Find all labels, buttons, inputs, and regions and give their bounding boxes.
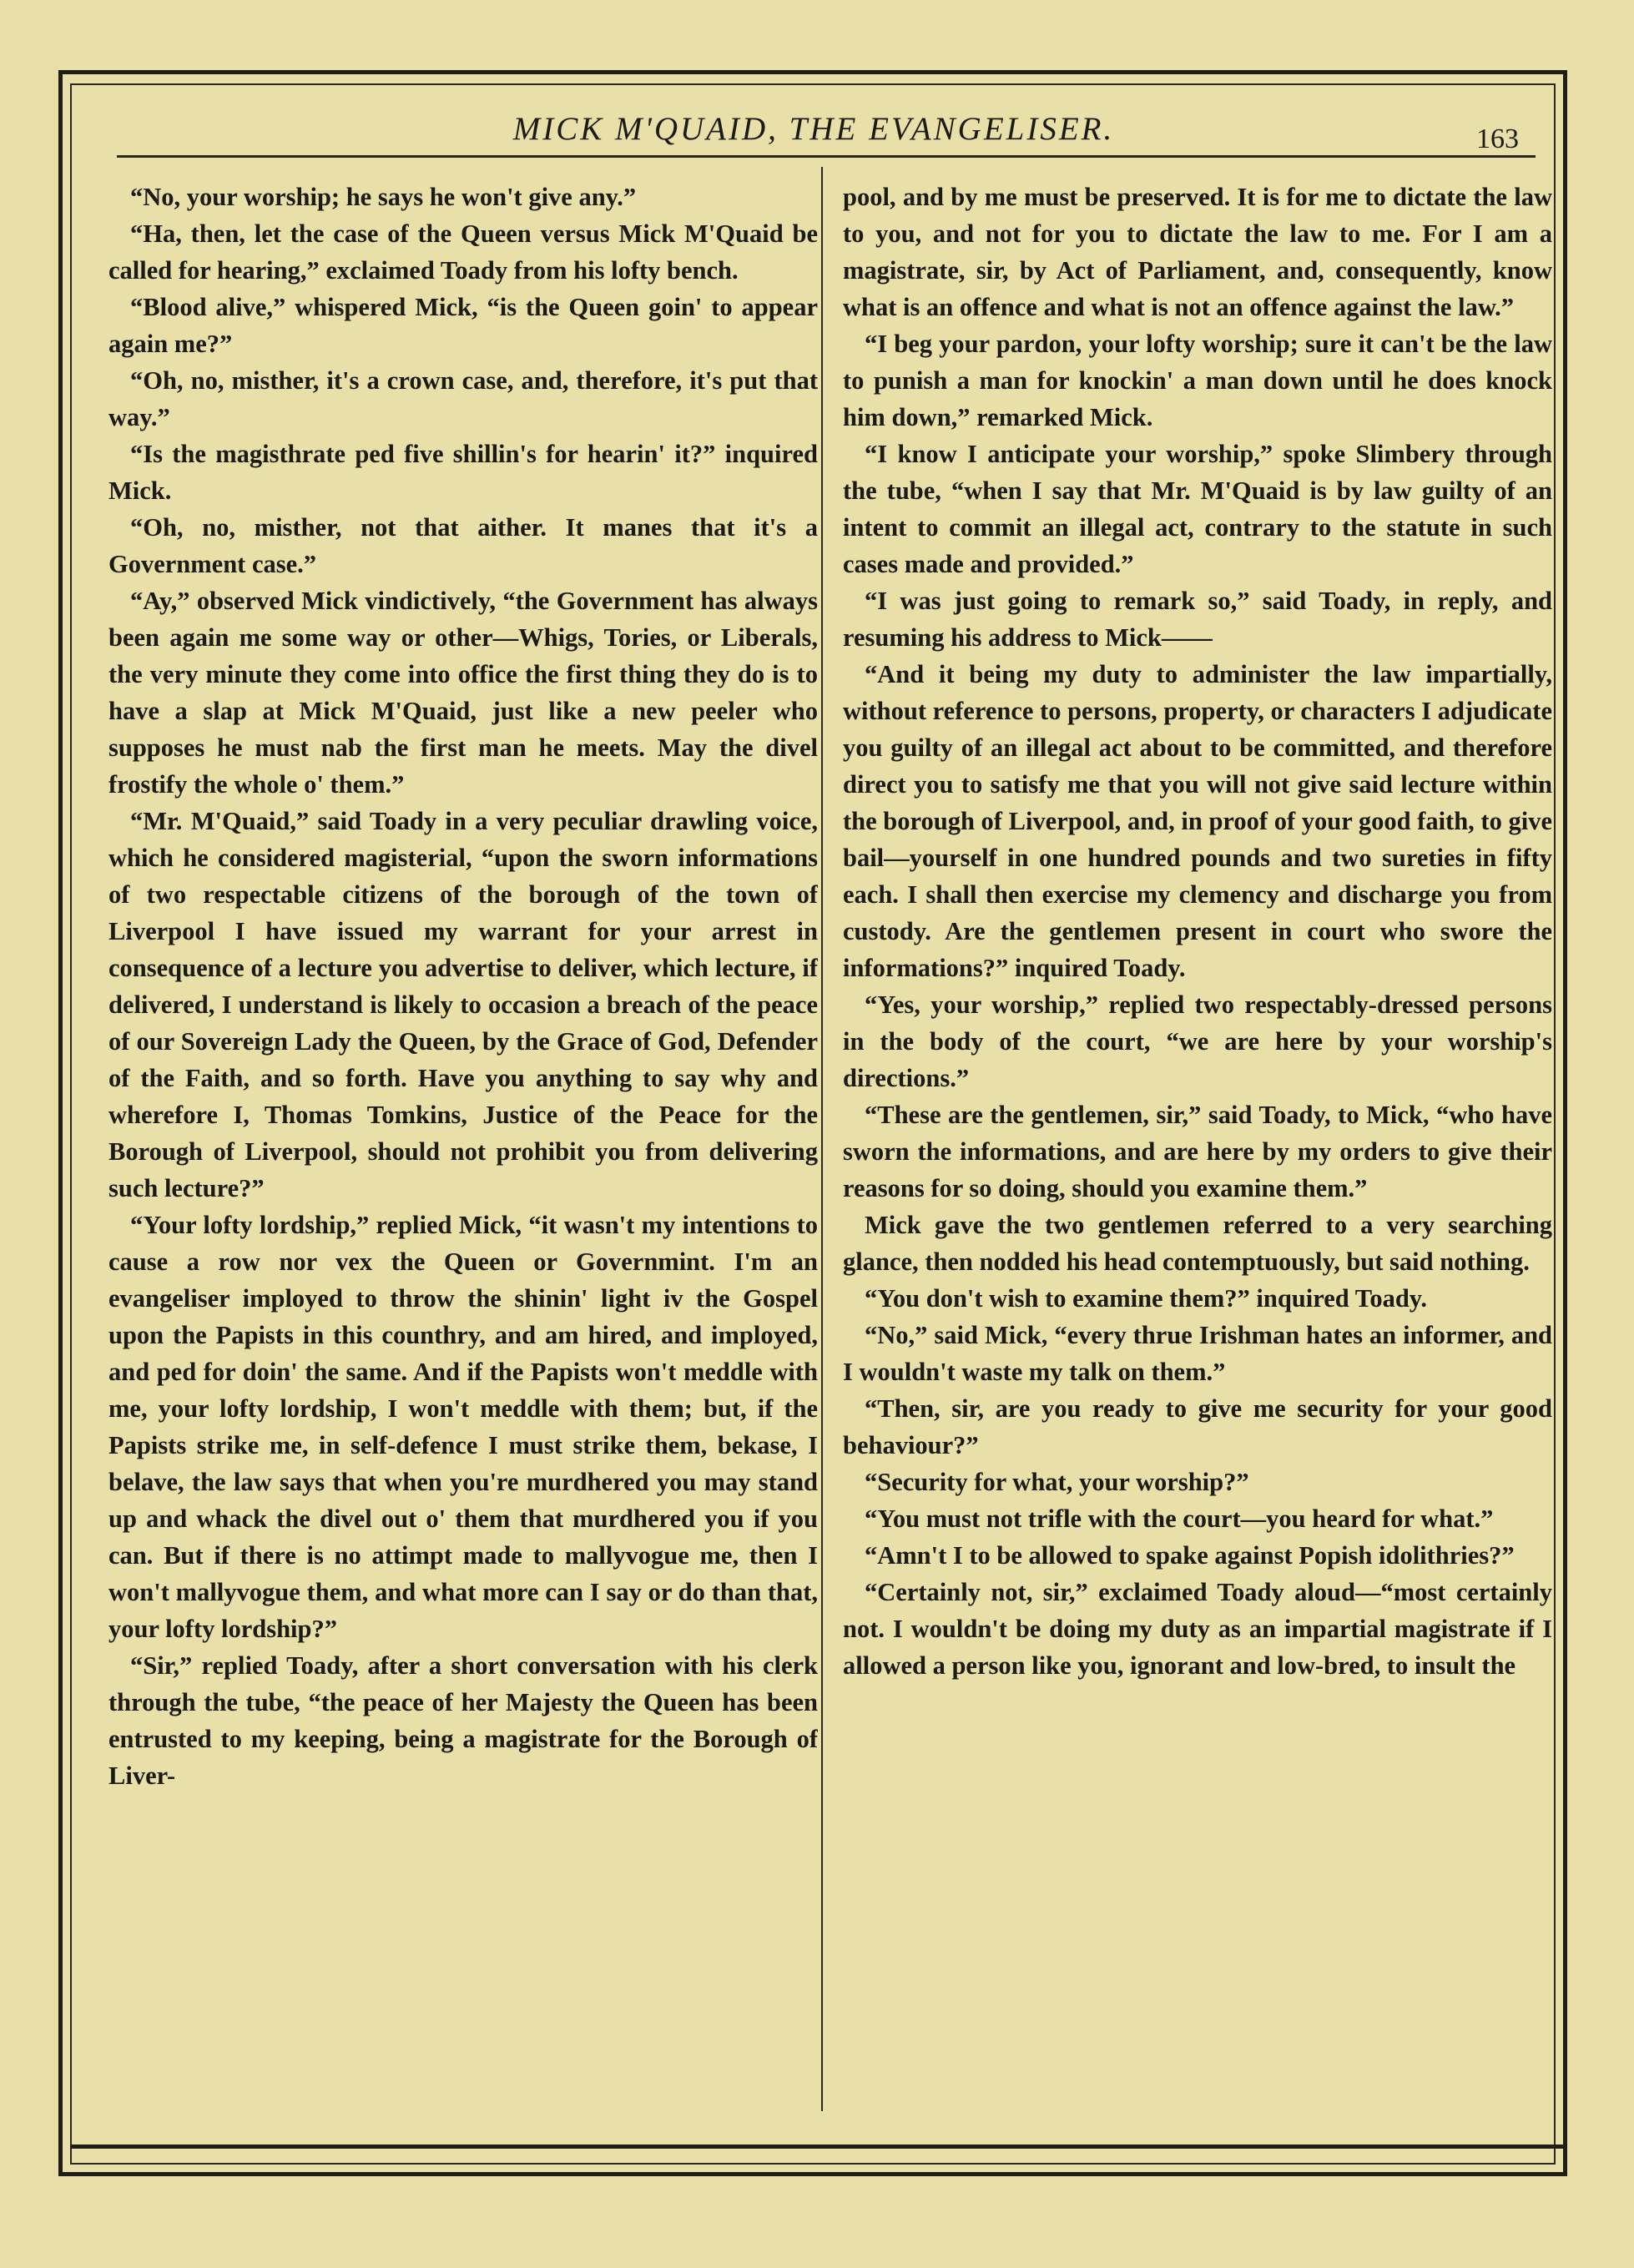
paragraph: “Security for what, your worship?” <box>865 1468 1249 1496</box>
paragraph: “Blood alive,” whispered Mick, “is the Queen goin' to appear again me?” <box>108 293 818 358</box>
paragraph: “I was just going to remark so,” said Toady, in reply, and resuming his address to Mick—— <box>843 587 1552 652</box>
paragraph: “I know I anticipate your worship,” spoke Slimbery through the tube, “when I say that Mr. M'Quaid is by law guilty of an intent to commit an illegal act, contrary to the statute in such cases made and provided.” <box>843 440 1552 578</box>
paragraph: “Is the magisthrate ped five shillin's for hearin' it?” inquired Mick. <box>108 440 818 505</box>
paragraph: Mick gave the two gentlemen referred to a very searching glance, then nodded his head contemptuously, but said nothing. <box>843 1211 1552 1276</box>
column-divider <box>821 167 823 2111</box>
bottom-rule <box>70 2145 1564 2149</box>
paragraph: “Amn't I to be allowed to spake against Popish idolithries?” <box>865 1541 1515 1570</box>
paragraph: “And it being my duty to administer the law impartially, without reference to persons, property, or characters I adjudicate you guilty of an illegal act about to be committed, and therefore direct you to satisfy me that you will not give said lecture within the borough of Liverpool, and, in proof of your good faith, to give bail—yourself in one hundred pounds and two sureties in fifty each. I shall then exercise my clemency and discharge you from custody. Are the gentlemen present in court who swore the informations?” inquired Toady. <box>843 660 1552 982</box>
paragraph: “Ha, then, let the case of the Queen versus Mick M'Quaid be called for hearing,” exclaimed Toady from his lofty bench. <box>108 219 818 285</box>
paragraph: “You must not trifle with the court—you heard for what.” <box>865 1504 1494 1533</box>
paragraph: “Ay,” observed Mick vindictively, “the Government has always been again me some way or other—Whigs, Tories, or Liberals, the very minute they come into office the first thing they do is to have a slap at Mick M'Quaid, just like a new peeler who supposes he must nab the first man he meets. May the divel frostify the whole o' them.” <box>108 587 818 799</box>
left-column <box>108 179 818 2131</box>
paragraph: “Your lofty lordship,” replied Mick, “it wasn't my intentions to cause a row nor vex the Queen or Governmint. I'm an evangeliser imployed to throw the shinin' light iv the Gospel upon the Papists in this counthry, and am hired, and imployed, and ped for doin' the same. And if the Papists won't meddle with me, your lofty lordship, I won't meddle with them; but, if the Papists strike me, in self-defence I must strike them, bekase, I belave, the law says that when you're murdhered you may stand up and whack the divel out o' them that murdhered you if you can. But if there is no attimpt made to mallyvogue me, then I won't mallyvogue them, and what more can I say or do than that, your lofty lordship?” <box>108 1211 818 1643</box>
paragraph: “No, your worship; he says he won't give any.” <box>130 183 637 211</box>
paragraph: “I beg your pardon, your lofty worship; sure it can't be the law to punish a man for knockin' a man down until he does knock him down,” remarked Mick. <box>843 330 1552 431</box>
header-rule <box>117 155 1536 158</box>
paragraph: “These are the gentlemen, sir,” said Toady, to Mick, “who have sworn the informations, and are here by my orders to give their reasons for so doing, should you examine them.” <box>843 1101 1552 1202</box>
paragraph: pool, and by me must be preserved. It is for me to dictate the law to you, and not for you to dictate the law to me. For I am a magistrate, sir, by Act of Parliament, and, consequently, know what is an offence and what is not an offence against the law.” <box>843 183 1552 321</box>
paragraph: “You don't wish to examine them?” inquired Toady. <box>865 1284 1427 1313</box>
paragraph: “Yes, your worship,” replied two respectably-dressed persons in the body of the court, “we are here by your worship's directions.” <box>843 990 1552 1092</box>
paragraph: “No,” said Mick, “every thrue Irishman hates an informer, and I wouldn't waste my talk on them.” <box>843 1321 1552 1386</box>
paragraph: “Oh, no, misther, it's a crown case, and, therefore, it's put that way.” <box>108 366 818 431</box>
paragraph: “Mr. M'Quaid,” said Toady in a very peculiar drawling voice, which he considered magisterial, “upon the sworn informations of two respectable citizens of the borough of the town of Liverpool I have issued my warrant for your arrest in consequence of a lecture you advertise to deliver, which lecture, if delivered, I understand is likely to occasion a breach of the peace of our Sovereign Lady the Queen, by the Grace of God, Defender of the Faith, and so forth. Have you anything to say why and wherefore I, Thomas Tomkins, Justice of the Peace for the Borough of Liverpool, should not prohibit you from delivering such lecture?” <box>108 807 818 1202</box>
right-column <box>843 179 1552 2131</box>
paragraph: “Oh, no, misther, not that aither. It manes that it's a Government case.” <box>108 513 818 578</box>
paragraph: “Certainly not, sir,” exclaimed Toady aloud—“most certainly not. I wouldn't be doing my duty as an impartial magistrate if I allowed a person like you, ignorant and low-bred, to insult the <box>843 1578 1552 1680</box>
paragraph: “Then, sir, are you ready to give me security for your good behaviour?” <box>843 1394 1552 1459</box>
running-title: MICK M'QUAID, THE EVANGELISER. <box>512 111 1115 147</box>
paragraph: “Sir,” replied Toady, after a short conversation with his clerk through the tube, “the peace of her Majesty the Queen has been entrusted to my keeping, being a magistrate for the Borough of Liver- <box>108 1651 818 1790</box>
page-number: 163 <box>1476 123 1519 154</box>
